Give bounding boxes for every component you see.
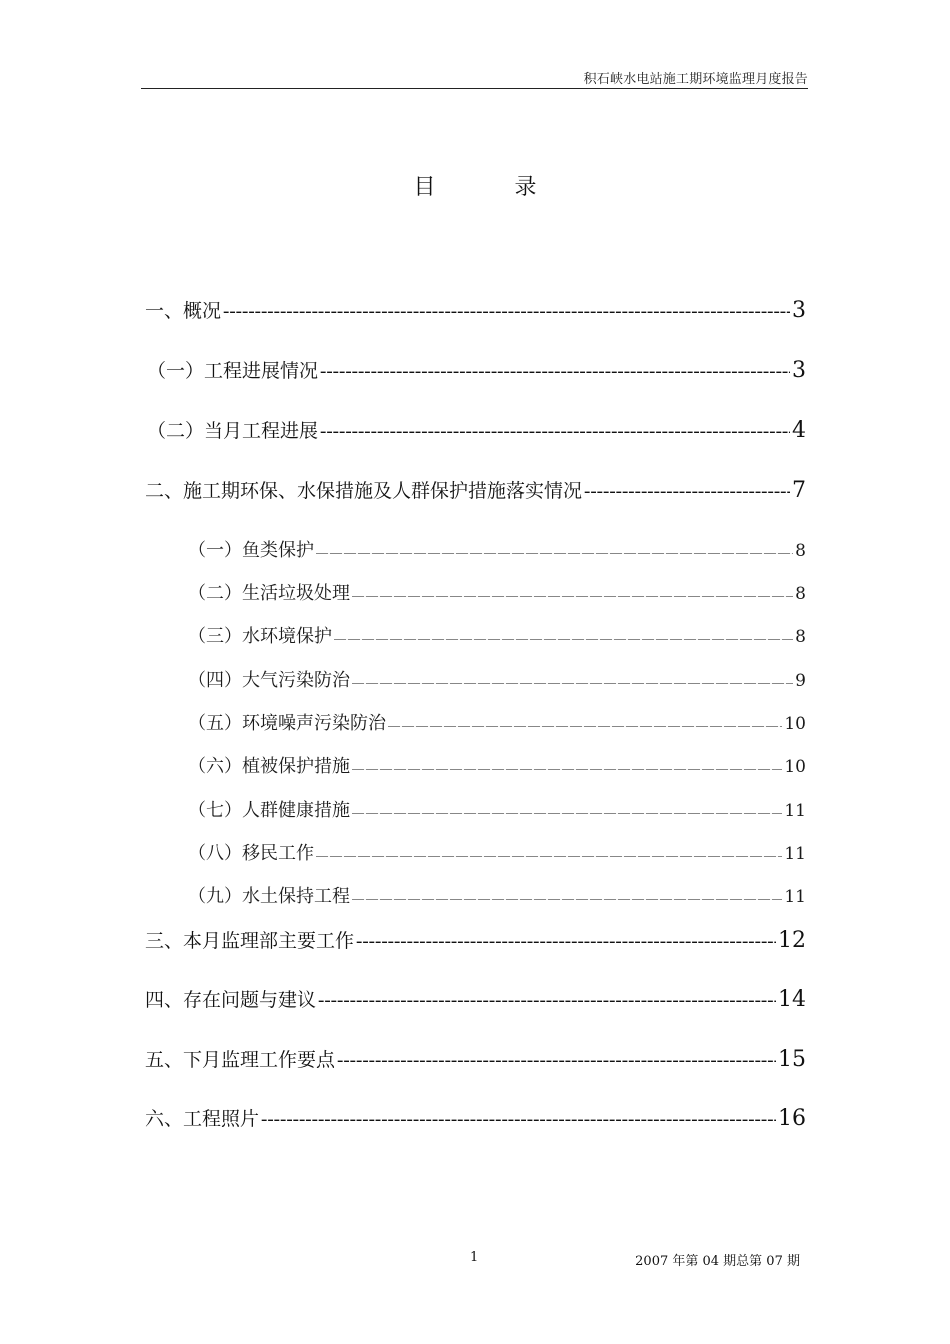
toc-leader-dashes	[388, 713, 782, 734]
toc-subentry[interactable]	[188, 579, 806, 605]
toc-entry-label: 五、下月监理工作要点	[145, 1049, 336, 1071]
toc-entry-page: 4	[792, 418, 806, 443]
toc-entry[interactable]	[145, 1045, 806, 1072]
toc-entry-label: （六）植被保护措施	[188, 756, 350, 777]
toc-entry-page: 11	[784, 844, 806, 864]
page-title: 目 录	[413, 175, 573, 200]
toc-leader-dashes	[352, 886, 782, 907]
toc-entry[interactable]	[147, 356, 806, 383]
footer-page-number: 1	[470, 1250, 479, 1265]
toc-entry-page: 16	[778, 1106, 806, 1131]
toc-entry-label: （三）水环境保护	[188, 626, 332, 647]
toc-leader-dashes	[316, 843, 782, 864]
toc-subentry[interactable]	[188, 709, 806, 735]
toc-entry-label: （一）鱼类保护	[188, 540, 314, 561]
toc-entry-page: 12	[778, 928, 806, 953]
toc-leader-dots	[261, 1108, 776, 1131]
footer-issue-label: 2007 年第 04 期总第 07 期	[635, 1254, 800, 1269]
toc-entry-label: （八）移民工作	[188, 843, 314, 864]
toc-entry-page: 14	[778, 987, 806, 1012]
toc-entry-label: 二、施工期环保、水保措施及人群保护措施落实情况	[145, 480, 583, 502]
toc-entry-label: （五）环境噪声污染防治	[188, 713, 386, 734]
toc-leader-dots	[337, 1049, 776, 1072]
toc-subentry[interactable]	[188, 882, 806, 908]
toc-subentry[interactable]	[188, 536, 806, 562]
toc-leader-dashes	[352, 583, 793, 604]
toc-entry-label: 一、概况	[145, 300, 222, 322]
toc-entry-label: （二）生活垃圾处理	[188, 583, 350, 604]
toc-leader-dots	[356, 930, 776, 953]
toc-entry-page: 11	[784, 887, 806, 907]
toc-leader-dots	[320, 420, 790, 443]
toc-leader-dots	[320, 360, 790, 383]
toc-entry-page: 10	[784, 714, 806, 734]
toc-entry-label: （一）工程进展情况	[147, 360, 319, 382]
toc-entry-label: （二）当月工程进展	[147, 420, 319, 442]
toc-entry-page: 10	[784, 757, 806, 777]
toc-entry-page: 3	[792, 298, 806, 323]
toc-entry-page: 8	[795, 627, 806, 647]
toc-entry[interactable]	[145, 985, 806, 1012]
toc-entry[interactable]	[145, 296, 806, 323]
toc-entry-page: 8	[795, 541, 806, 561]
toc-entry-page: 11	[784, 801, 806, 821]
toc-entry-label: （四）大气污染防治	[188, 670, 350, 691]
toc-entry[interactable]	[145, 926, 806, 953]
toc-leader-dashes	[334, 626, 793, 647]
toc-leader-dots	[584, 480, 790, 503]
toc-leader-dots	[223, 300, 790, 323]
toc-entry-page: 8	[795, 584, 806, 604]
toc-entry-label: 六、工程照片	[145, 1108, 260, 1130]
toc-leader-dashes	[352, 800, 782, 821]
toc-entry-label: 四、存在问题与建议	[145, 989, 317, 1011]
toc-subentry[interactable]	[188, 666, 806, 692]
toc-entry-page: 15	[778, 1047, 806, 1072]
toc-leader-dashes	[352, 670, 793, 691]
toc-entry-label: 三、本月监理部主要工作	[145, 930, 355, 952]
toc-entry[interactable]	[145, 1104, 806, 1131]
toc-entry-label: （九）水土保持工程	[188, 886, 350, 907]
toc-leader-dashes	[352, 756, 782, 777]
toc-subentry[interactable]	[188, 839, 806, 865]
toc-entry-page: 3	[792, 358, 806, 383]
toc-entry[interactable]	[147, 416, 806, 443]
toc-subentry[interactable]	[188, 752, 806, 778]
toc-entry[interactable]	[145, 476, 806, 503]
running-header: 积石峡水电站施工期环境监理月度报告	[583, 72, 808, 87]
toc-entry-page: 7	[792, 478, 806, 503]
toc-entry-label: （七）人群健康措施	[188, 800, 350, 821]
toc-leader-dots	[318, 989, 776, 1012]
toc-entry-page: 9	[795, 671, 806, 691]
toc-subentry[interactable]	[188, 622, 806, 648]
toc-leader-dashes	[316, 540, 793, 561]
header-rule	[141, 88, 808, 89]
toc-subentry[interactable]	[188, 796, 806, 822]
